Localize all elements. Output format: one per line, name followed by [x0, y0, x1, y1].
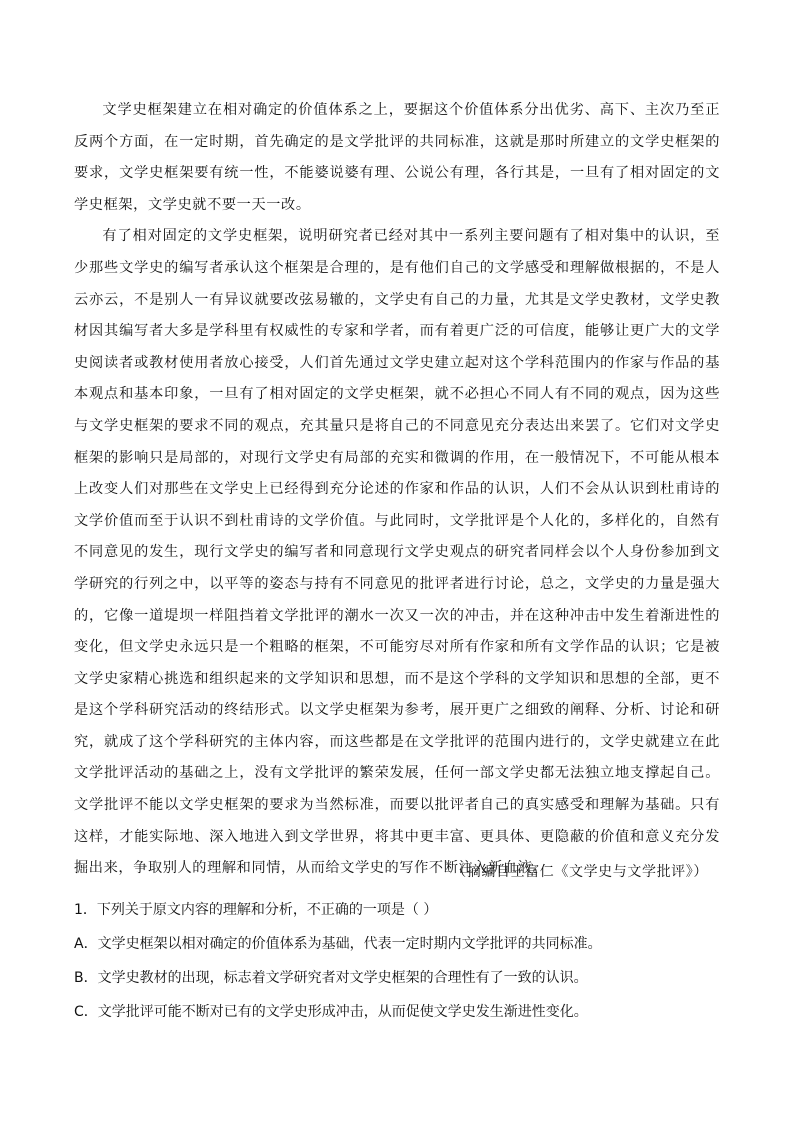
article-body [74, 95, 720, 885]
option-a: A．文学史框架以相对确定的价值体系为基础，代表一定时期内文学批评的共同标准。 [74, 936, 602, 952]
option-c: C．文学批评可能不断对已有的文学史形成冲击，从而促使文学史发生渐进性变化。 [74, 1004, 588, 1020]
question-block [74, 893, 734, 1029]
paragraph-1: 文学史框架建立在相对确定的价值体系之上，要据这个价值体系分出优劣、高下、主次乃至正反两个方面，在一定时期，首先确定的是文学批评的共同标准，这就是那时所建立的文学史框架的要求，文学史框架要有统一性，不能婆说婆有理、公说公有理，各行其是，一旦有了相对固定的文学史框架，文学史就不要一天一改。 [74, 102, 720, 213]
option-b: B．文学史教材的出现，标志着文学研究者对文学史框架的合理性有了一致的认识。 [74, 970, 588, 986]
paragraph-2: 有了相对固定的文学史框架，说明研究者已经对其中一系列主要问题有了相对集中的认识，至少那些文学史的编写者承认这个框架是合理的，是有他们自己的文学感受和理解做根据的，不是人云亦云，不是别人一有异议就要改弦易辙的，文学史有自己的力量，尤其是文学史教材，文学史教材因其编写者大多是学科里有权威性的专家和学者，而有着更广泛的可信度，能够让更广大的文学史阅读者或教材使用者放心接受，人们首先通过文学史建立起对这个学科范围内的作家与作品的基本观点和基本印象，一旦有了相对固定的文学史框架，就不必担心不同人有不同的观点，因为这些与文学史框架的要求不同的观点，充其量只是将自己的不同意见充分表达出来罢了。它们对文学史框架的影响只是局部的，对现行文学史有局部的充实和微调的作用，在一般情况下，不可能从根本上改变人们对那些在文学史上已经得到充分论述的作家和作品的认识，人们不会从认识到杜甫诗的文学价值而至于认识不到杜甫诗的文学价值。与此同时，文学批评是个人化的，多样化的，自然有不同意见的发生，现行文学史的编写者和同意现行文学史观点的研究者同样会以个人身份参加到文学研究的行列之中，以平等的姿态与持有不同意见的批评者进行讨论，总之，文学史的力量是强大的，它像一道堤坝一样阻挡着文学批评的潮水一次又一次的冲击，并在这种冲击中发生着渐进性的变化，但文学史永远只是一个粗略的框架，不可能穷尽对所有作家和所有文学作品的认识；它是被文学史家精心挑选和组织起来的文学知识和思想，而不是这个学科的文学知识和思想的全部，更不是这个学科研究活动的终结形式。以文学史框架为参考，展开更广之细致的阐释、分析、讨论和研究，就成了这个学科研究的主体内容，而这些都是在文学批评的范围内进行的，文学史就建立在此文学批评活动的基础之上，没有文学批评的繁荣发展，任何一部文学史都无法独立地支撑起自己。文学批评不能以文学史框架的要求为当然标准，而要以批评者自己的真实感受和理解为基础。只有这样，才能实际地、深入地进入到文学世界，将其中更丰富、更具体、更隐蔽的价值和意义充分发掘出来，争取别人的理解和同情，从而给文学史的写作不断注入新血液。 [74, 228, 720, 877]
source-citation: （摘编自王富仁《文学史与文学批评》） [452, 864, 708, 880]
question-stem: 1．下列关于原文内容的理解和分析，不正确的一项是（ ） [74, 902, 438, 918]
